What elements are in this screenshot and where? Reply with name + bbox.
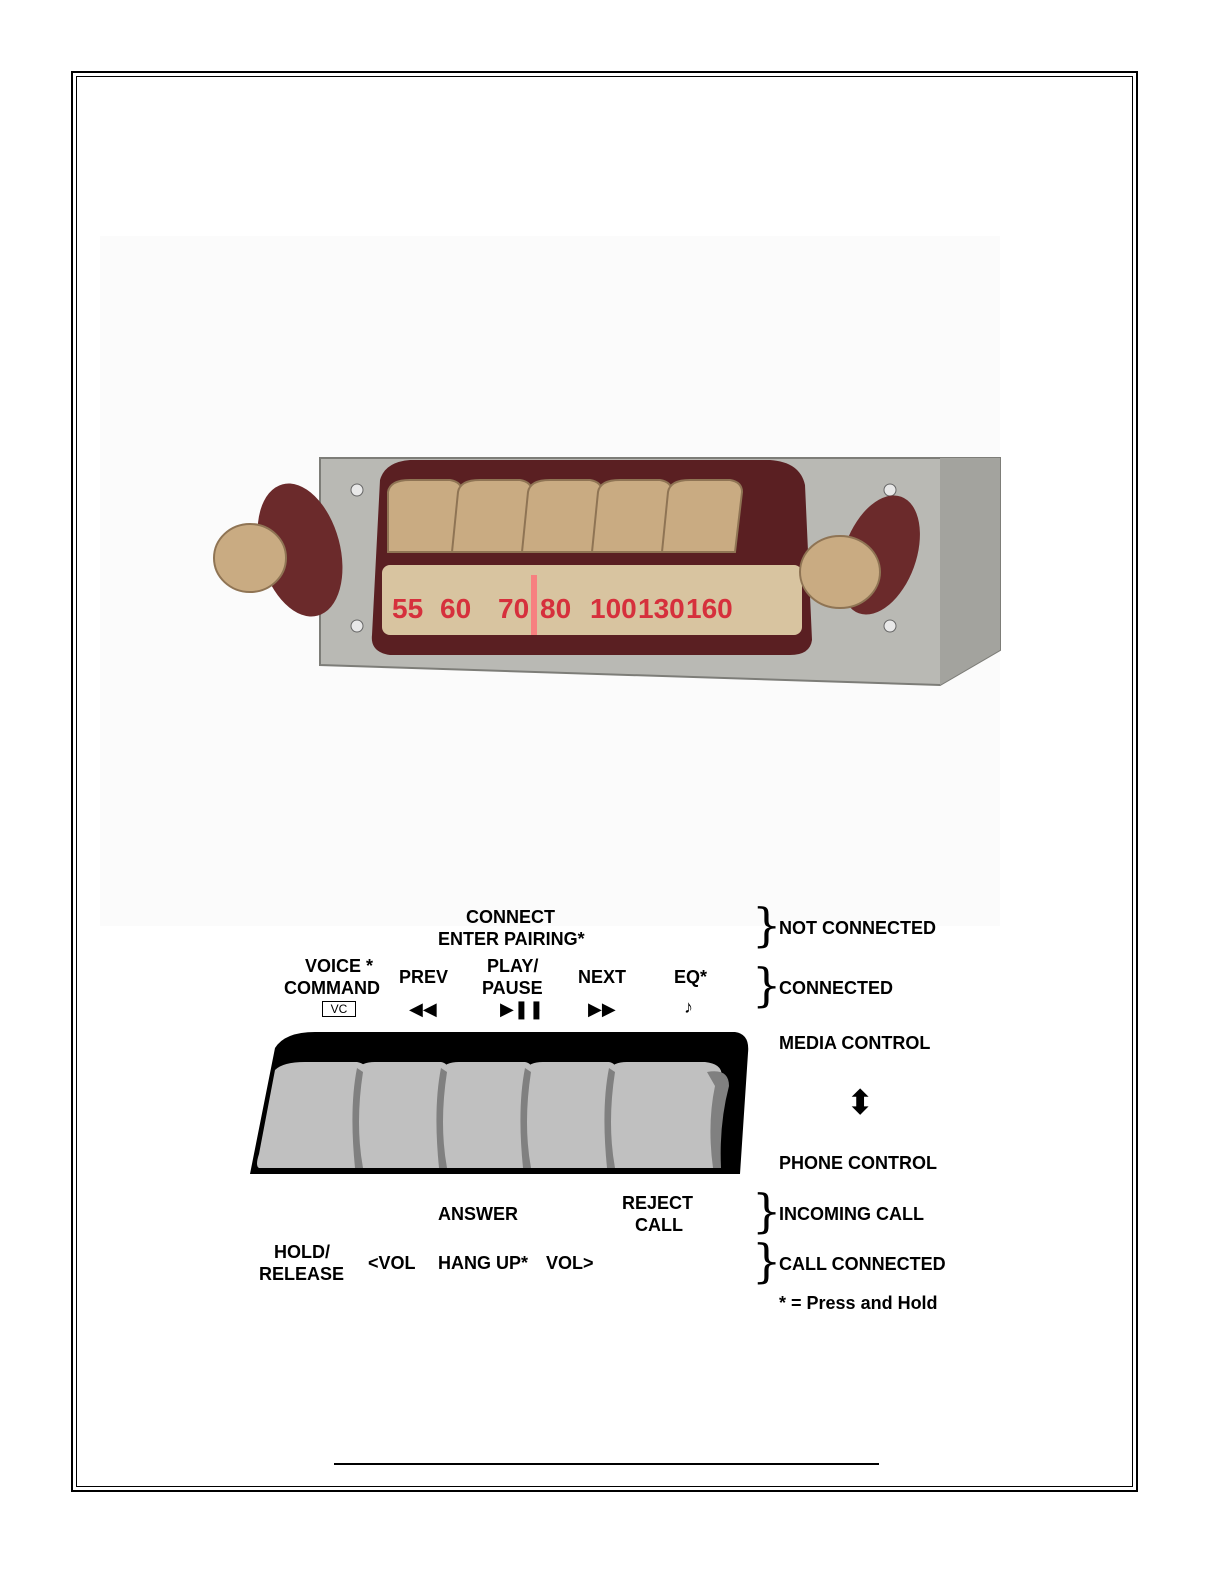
state-phone-control: PHONE CONTROL: [779, 1153, 938, 1173]
state-incoming-call: INCOMING CALL: [779, 1204, 924, 1224]
state-call-connected: CALL CONNECTED: [779, 1254, 946, 1274]
footer-rule: [334, 1463, 879, 1465]
rewind-icon: ◀◀: [409, 999, 437, 1019]
voice-command-icon: VC: [322, 1001, 356, 1017]
label-release: RELEASE: [259, 1264, 345, 1284]
press-hold-legend: * = Press and Hold: [779, 1293, 938, 1313]
fast-forward-icon: ▶▶: [588, 999, 616, 1019]
state-media-control: MEDIA CONTROL: [779, 1033, 931, 1053]
label-vol-down: <VOL: [368, 1253, 416, 1273]
dial-scale: [392, 593, 733, 624]
label-play: PLAY/: [487, 956, 539, 976]
dial-mark-130: 130: [638, 593, 685, 624]
label-hang-up: HANG UP*: [438, 1253, 529, 1273]
dial-mark-160: 160: [686, 593, 733, 624]
music-note-icon: ♪: [684, 997, 693, 1017]
label-reject: REJECT: [622, 1193, 694, 1213]
label-call: CALL: [635, 1215, 683, 1235]
label-command: COMMAND: [284, 978, 380, 998]
brace-icon: }: [752, 1234, 782, 1288]
label-eq: EQ*: [674, 967, 708, 987]
dial-mark-55: 55: [392, 593, 424, 624]
dial-mark-60: 60: [440, 593, 472, 624]
label-next: NEXT: [578, 967, 627, 987]
radio-product-image: [200, 440, 1020, 700]
state-connected: CONNECTED: [779, 978, 894, 998]
label-vol-up: VOL>: [546, 1253, 594, 1273]
label-enter-pairing: ENTER PAIRING*: [438, 929, 585, 949]
dial-mark-70: 70: [498, 593, 530, 624]
label-prev: PREV: [399, 967, 449, 987]
diagram-buttons: [257, 1062, 729, 1168]
brace-icon: }: [752, 1184, 782, 1238]
button-diagram: [245, 1028, 755, 1178]
brace-icon: }: [752, 898, 782, 952]
label-voice: VOICE *: [305, 956, 374, 976]
dial-mark-100: 100: [590, 593, 637, 624]
state-not-connected: NOT CONNECTED: [779, 918, 936, 938]
label-connect: CONNECT: [466, 907, 555, 927]
dial-needle: [531, 575, 537, 635]
label-hold: HOLD/: [274, 1242, 330, 1262]
brace-icon: }: [752, 958, 782, 1012]
play-pause-icon: ▶❚❚: [500, 999, 545, 1019]
double-arrow-icon: ⬍: [846, 1084, 875, 1122]
label-answer: ANSWER: [438, 1204, 518, 1224]
dial-mark-80: 80: [540, 593, 572, 624]
label-pause: PAUSE: [482, 978, 543, 998]
